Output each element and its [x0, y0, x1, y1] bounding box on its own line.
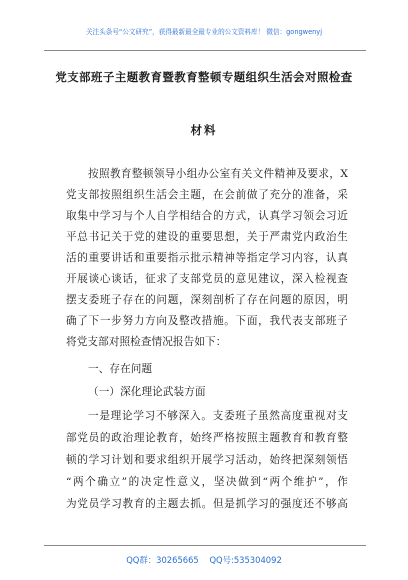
body-line: 一是理论学习不够深入。支委班子虽然高度重视对支 [88, 410, 348, 422]
body-line: 部党员的政治理论教育，始终严格按照主题教育和教育整 [66, 432, 348, 444]
footer-qq-group: QQ群：30265665 [126, 555, 199, 565]
header-divider [44, 50, 366, 51]
document-title: 党支部班子主题教育暨教育整顿专题组织生活会对照检查 [55, 70, 353, 84]
body-line: 摆支委班子存在的问题，深刻剖析了存在问题的原因，明 [66, 294, 348, 306]
section-heading: 一、存在问题 [88, 363, 153, 375]
body-line: 取集中学习与个人自学相结合的方式，认真学习领会习近 [66, 210, 348, 222]
body-line: 平总书记关于党的建设的重要思想，关于严肃党内政治生 [66, 231, 348, 243]
body-line: 顿的学习计划和要求组织开展学习活动，始终把深刻领悟 [66, 454, 348, 466]
body-line: 确了下一步努力方向及整改措施。下面，我代表支部班子 [66, 315, 348, 327]
footer-qq-number: QQ号:535304092 [209, 555, 282, 565]
header-banner: 关注头条号“公文研究”，获得最新最全最专业的公文资料库！ 微信：gongwenyj [85, 28, 323, 36]
footer [0, 554, 408, 566]
footer-divider [44, 545, 366, 546]
body-line: 为党员学习教育的主题去抓。但是抓学习的强度还不够高 [66, 498, 348, 510]
body-line: 按照教育整顿领导小组办公室有关文件精神及要求，X [88, 168, 348, 180]
document-subtitle: 材料 [190, 123, 218, 137]
body-line: 将党支部对照检查情况报告如下： [66, 336, 227, 348]
body-line: 开展谈心谈话，征求了支部党员的意见建议，深入检视查 [66, 273, 348, 285]
body-line: 党支部按照组织生活会主题，在会前做了充分的准备，采 [66, 189, 348, 201]
body-line: 活的重要讲话和重要指示批示精神等指定学习内容，认真 [66, 252, 348, 264]
subsection-heading: （一）深化理论武装方面 [88, 386, 206, 398]
body-line: “两个确立”的决定性意义，坚决做到“两个维护”，作 [66, 476, 348, 488]
